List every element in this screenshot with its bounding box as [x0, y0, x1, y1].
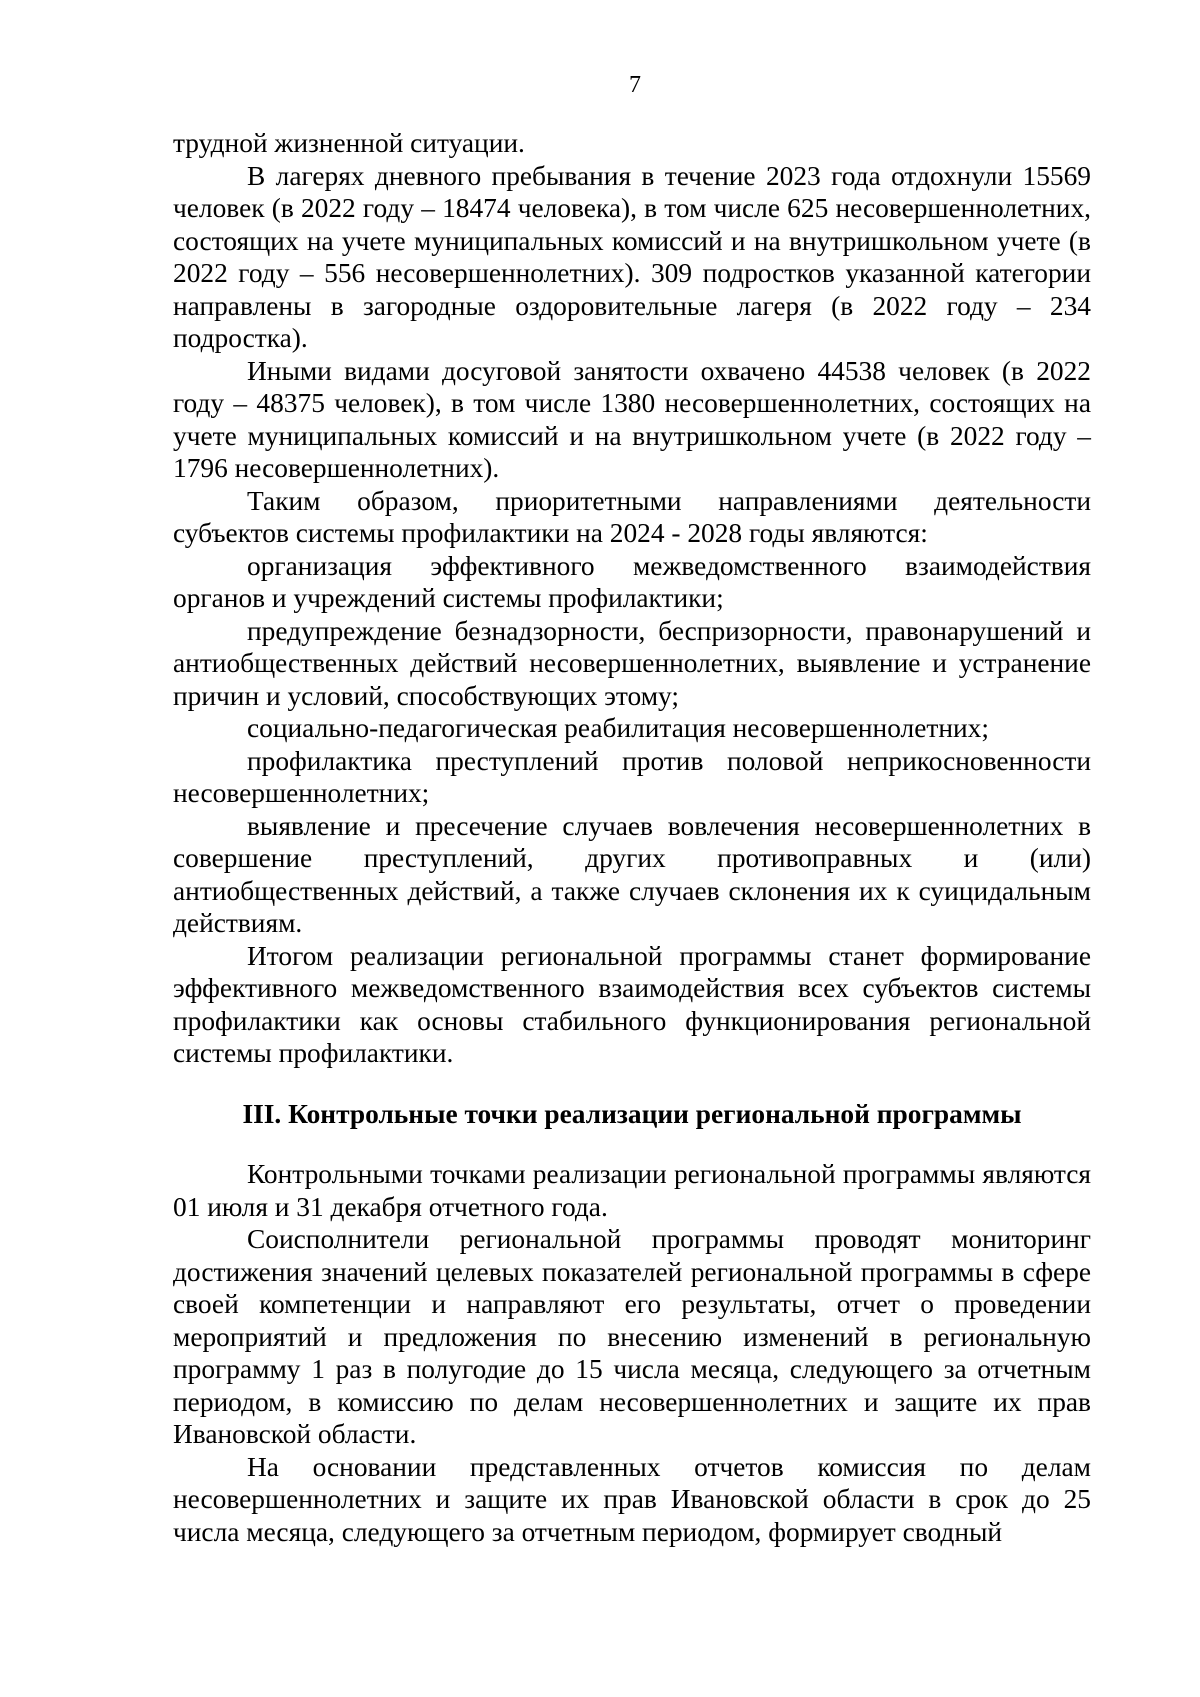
document-body — [173, 127, 1091, 1548]
paragraph-priorities-intro: Таким образом, приоритетными направлениями деятельности субъектов системы профилактики на 2024 - 2028 годы являются: — [173, 485, 1091, 548]
page-number: 7 — [629, 72, 641, 98]
list-item-priority: выявление и пресечение случаев вовлечения несовершеннолетних в совершение преступлений, других противоправных и (или) антиобщественных действий, а также случаев склонения их к суицидальным действиям. — [173, 810, 1091, 938]
paragraph-continuation: трудной жизненной ситуации. — [173, 128, 525, 158]
paragraph-leisure-activities: Иными видами досуговой занятости охвачено 44538 человек (в 2022 году – 48375 человек), в том числе 1380 несовершеннолетних, состоящих на учете муниципальных комиссий и на внутришкольном учете (в 2022 году – 1796 несовершеннолетних). — [173, 355, 1091, 483]
list-item-priority: профилактика преступлений против половой неприкосновенности несовершеннолетних; — [173, 745, 1091, 808]
paragraph-program-result: Итогом реализации региональной программы станет формирование эффективного межведомственного взаимодействия всех субъектов системы профилактики как основы стабильного функционирования региональной системы профилактики. — [173, 940, 1091, 1068]
list-item-priority: предупреждение безнадзорности, беспризорности, правонарушений и антиобщественных действий несовершеннолетних, выявление и устранение причин и условий, способствующих этому; — [173, 615, 1091, 711]
list-item-priority: социально-педагогическая реабилитация несовершеннолетних; — [247, 713, 989, 743]
paragraph-control-points: Контрольными точками реализации региональной программы являются 01 июля и 31 декабря отчетного года. — [173, 1159, 1091, 1222]
paragraph-monitoring: Соисполнители региональной программы проводят мониторинг достижения значений целевых показателей региональной программы в сфере своей компетенции и направляют его результаты, отчет о проведении мероприятий и предложения по внесению изменений в региональную программу 1 раз в полугодие до 15 числа месяца, следующего за отчетным периодом, в комиссию по делам несовершеннолетних и защите их прав Ивановской области. — [173, 1224, 1091, 1449]
list-item-priority: организация эффективного межведомственного взаимодействия органов и учреждений системы профилактики; — [173, 550, 1091, 613]
section-heading: III. Контрольные точки реализации региональной программы — [242, 1098, 1022, 1129]
paragraph-commission-report: На основании представленных отчетов комиссия по делам несовершеннолетних и защите их прав Ивановской области в срок до 25 числа месяца, следующего за отчетным периодом, формирует сводный — [173, 1451, 1091, 1547]
paragraph-day-camps: В лагерях дневного пребывания в течение 2023 года отдохнули 15569 человек (в 2022 году – 18474 человека), в том числе 625 несовершеннолетних, состоящих на учете муниципальных комиссий и на внутришкольном учете (в 2022 году – 556 несовершеннолетних). 309 подростков указанной категории направлены в загородные оздоровительные лагеря (в 2022 году – 234 подростка). — [173, 160, 1091, 353]
